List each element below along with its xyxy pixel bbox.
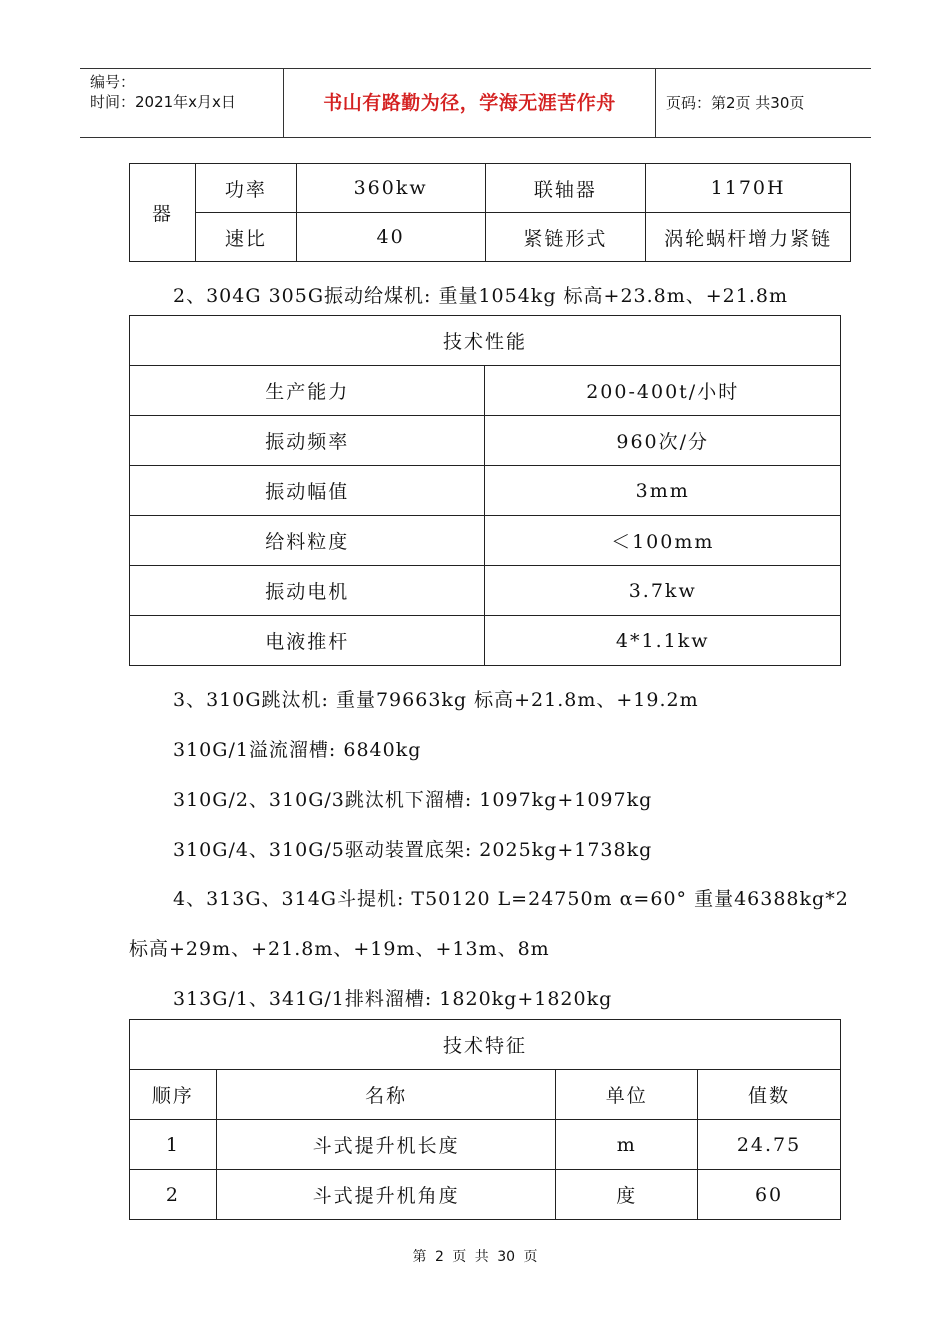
table-header-row xyxy=(130,1070,841,1120)
reducer-spec-table xyxy=(129,163,851,262)
table-cell: 给料粒度 xyxy=(130,516,485,566)
table-row xyxy=(130,416,841,466)
table-title-row xyxy=(130,1020,841,1070)
table-cell: 3.7kw xyxy=(485,566,841,616)
table-row xyxy=(130,1120,841,1170)
header-time: 时间：2021年x月x日 xyxy=(90,93,236,111)
column-header: 名称 xyxy=(216,1070,555,1120)
page-header xyxy=(80,68,871,138)
column-header: 值数 xyxy=(698,1070,841,1120)
header-meta xyxy=(80,69,283,137)
table-row xyxy=(130,466,841,516)
table-title: 技术特征 xyxy=(130,1020,841,1070)
table-row xyxy=(130,516,841,566)
table-row xyxy=(130,1170,841,1220)
text-line: 313G/1、341G/1排料溜槽: 1820kg+1820kg xyxy=(173,988,613,1010)
text-line: 310G/1溢流溜槽: 6840kg xyxy=(173,739,422,761)
text-line: 标高+29m、+21.8m、+19m、+13m、8m xyxy=(129,938,550,960)
table-row xyxy=(130,566,841,616)
table-cell: 2 xyxy=(130,1170,217,1220)
table-row xyxy=(130,366,841,416)
table-cell: 960次/分 xyxy=(485,416,841,466)
table-cell: 振动电机 xyxy=(130,566,485,616)
table-side-label: 器 xyxy=(130,164,196,262)
table-cell: 斗式提升机长度 xyxy=(216,1120,555,1170)
table-cell: 60 xyxy=(698,1170,841,1220)
table-cell: 4*1.1kw xyxy=(485,616,841,666)
table-cell: 涡轮蜗杆增力紧链 xyxy=(646,213,851,262)
table-cell: ＜100mm xyxy=(485,516,841,566)
table-cell: 24.75 xyxy=(698,1120,841,1170)
header-number: 编号： xyxy=(90,73,136,91)
table-cell: 度 xyxy=(556,1170,698,1220)
table-cell: 电液推杆 xyxy=(130,616,485,666)
column-header: 单位 xyxy=(556,1070,698,1120)
table-row xyxy=(130,164,851,213)
table-cell: 斗式提升机角度 xyxy=(216,1170,555,1220)
table-cell: 1170H xyxy=(646,164,851,213)
table-cell: 功率 xyxy=(195,164,296,213)
text-line: 4、313G、314G斗提机: T50120 L=24750m α=60° 重量46388kg*2 xyxy=(173,888,849,910)
table-cell: 速比 xyxy=(195,213,296,262)
table-cell: m xyxy=(556,1120,698,1170)
table-title: 技术性能 xyxy=(130,316,841,366)
header-page: 页码：第2页 共30页 xyxy=(666,94,805,112)
table-cell: 生产能力 xyxy=(130,366,485,416)
table-cell: 1 xyxy=(130,1120,217,1170)
table-cell: 200-400t/小时 xyxy=(485,366,841,416)
table-cell: 振动频率 xyxy=(130,416,485,466)
table-row xyxy=(130,213,851,262)
text-line: 2、304G 305G振动给煤机: 重量1054kg 标高+23.8m、+21.8m xyxy=(173,285,789,307)
table-cell: 联轴器 xyxy=(485,164,646,213)
elevator-feature-table xyxy=(129,1019,841,1220)
table-cell: 40 xyxy=(296,213,485,262)
table-cell: 360kw xyxy=(296,164,485,213)
table-cell: 振动幅值 xyxy=(130,466,485,516)
table-cell: 紧链形式 xyxy=(485,213,646,262)
text-line: 310G/2、310G/3跳汰机下溜槽: 1097kg+1097kg xyxy=(173,789,653,811)
header-motto: 书山有路勤为径，学海无涯苦作舟 xyxy=(283,69,656,137)
table-row xyxy=(130,616,841,666)
table-title-row xyxy=(130,316,841,366)
text-line: 3、310G跳汰机: 重量79663kg 标高+21.8m、+19.2m xyxy=(173,689,699,711)
column-header: 顺序 xyxy=(130,1070,217,1120)
table-cell: 3mm xyxy=(485,466,841,516)
feeder-performance-table xyxy=(129,315,841,666)
page-footer: 第 2 页 共 30 页 xyxy=(412,1249,538,1265)
text-line: 310G/4、310G/5驱动装置底架: 2025kg+1738kg xyxy=(173,839,653,861)
